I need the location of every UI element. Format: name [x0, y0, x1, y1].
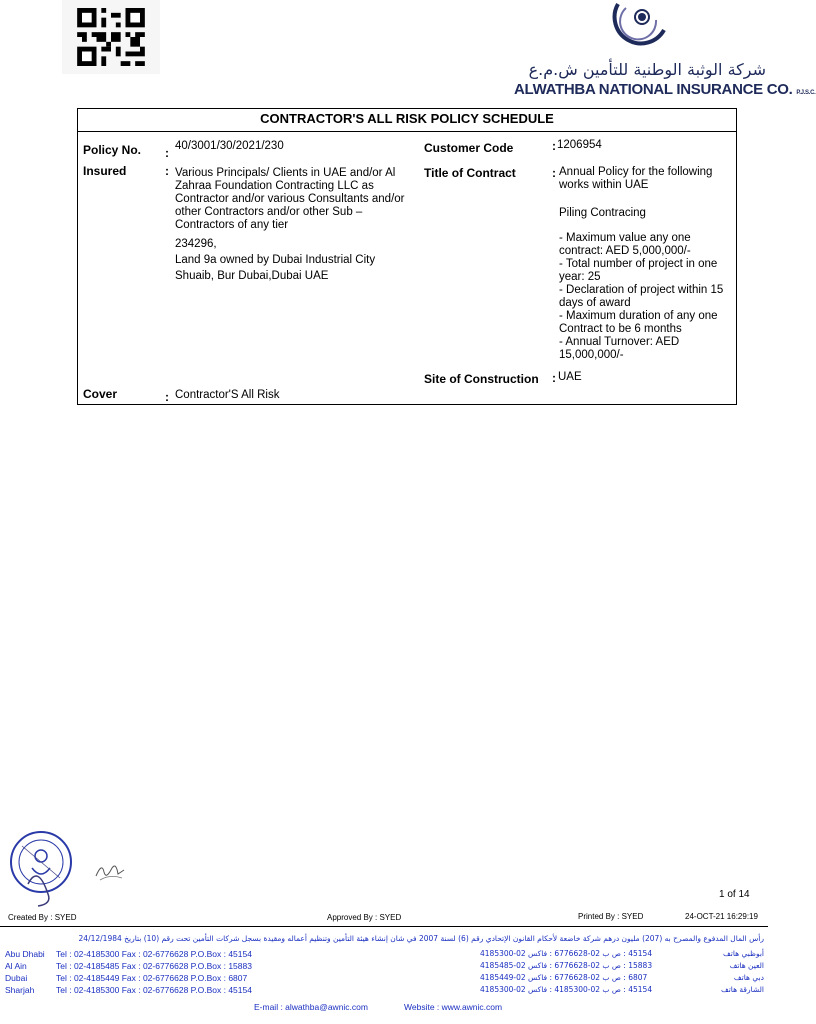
- site-of-construction-label: Site of Construction: [424, 372, 539, 386]
- company-logo-icon: [598, 0, 668, 69]
- company-suffix: P.J.S.C.: [796, 90, 816, 96]
- policy-no-colon: :: [165, 146, 169, 160]
- branch-info: Tel : 02-4185300 Fax : 02-6776628 P.O.Box : 45154: [56, 985, 252, 995]
- piling-text: Piling Contracing: [559, 207, 646, 219]
- site-value: UAE: [558, 371, 582, 383]
- email-link[interactable]: E-mail : alwathba@awnic.com: [254, 1002, 368, 1012]
- branch-row: [5, 972, 385, 984]
- customer-code-value: 1206954: [557, 139, 602, 151]
- contract-detail-line: - Maximum value any one: [559, 232, 691, 244]
- insured-value: [175, 167, 420, 284]
- branch-row-arabic: [480, 960, 764, 972]
- printed-by: Printed By : SYED: [578, 912, 644, 921]
- printed-at: 24-OCT-21 16:29:19: [685, 912, 758, 921]
- contract-detail-line: - Maximum duration of any one: [559, 310, 718, 322]
- title-of-contract-label: Title of Contract: [424, 166, 516, 180]
- footer-divider: [0, 926, 768, 927]
- branch-arabic-numbers: 45154 : ص ب 02-6776628 : فاكس 02-4185300: [480, 949, 653, 958]
- title-of-contract-colon: :: [552, 166, 556, 180]
- contract-detail-line: days of award: [559, 297, 631, 309]
- contract-detail-line: - Total number of project in one: [559, 258, 718, 270]
- legal-text-arabic: رأس المال المدفوع والمصرح به (207) مليون درهم شركة خاضعة لأحكام القانون الإتحادي رقم (6) لسنة 2007 في شان إنشاء هيئة التأمين وتنظيم أعماله ومقيدة بسجل شركات التأمين تحت رقم (10) بتاريخ 24/12/1984: [78, 934, 764, 943]
- policy-no-label: Policy No.: [83, 143, 142, 157]
- branch-row-arabic: [480, 972, 764, 984]
- policy-schedule-box: [77, 108, 737, 405]
- insured-label: Insured: [83, 164, 127, 178]
- address-line: Shuaib, Bur Dubai,Dubai UAE: [175, 270, 329, 282]
- address-line: Land 9a owned by Dubai Industrial City: [175, 254, 376, 266]
- branch-row-arabic: [480, 948, 764, 960]
- customer-code-label: Customer Code: [424, 141, 514, 155]
- insured-line: Zahraa Foundation Contracting LLC as: [175, 180, 374, 192]
- branch-arabic-city: الشارقة هاتف: [720, 985, 764, 994]
- contract-detail-line: year: 25: [559, 271, 601, 283]
- address-line: 234296,: [175, 238, 217, 250]
- branch-city: Al Ain: [5, 961, 27, 971]
- branch-arabic-numbers: 15883 : ص ب 02-6776628 : فاكس 02-4185485: [480, 961, 653, 970]
- site-colon: :: [552, 371, 556, 385]
- created-by: Created By : SYED: [8, 913, 77, 922]
- contract-detail-line: 15,000,000/-: [559, 349, 624, 361]
- branch-city: Abu Dhabi: [5, 949, 45, 959]
- branches-english: [5, 948, 385, 996]
- branches-arabic: [480, 948, 764, 996]
- branch-info: Tel : 02-4185449 Fax : 02-6776628 P.O.Box : 6807: [56, 973, 248, 983]
- company-name-english-text: ALWATHBA NATIONAL INSURANCE CO.: [514, 81, 793, 98]
- contract-detail-line: - Declaration of project within 15: [559, 284, 724, 296]
- title-of-contract-value: [559, 166, 729, 362]
- signature-icon: [92, 858, 128, 891]
- branch-arabic-city: أبوظبي هاتف: [722, 949, 764, 958]
- insured-line: Various Principals/ Clients in UAE and/or Al: [175, 167, 396, 179]
- branch-info: Tel : 02-4185485 Fax : 02-6776628 P.O.Box : 15883: [56, 961, 252, 971]
- branch-arabic-numbers: 6807 : ص ب 02-6776628 : فاكس 02-4185449: [480, 973, 648, 982]
- policy-no-value: 40/3001/30/2021/230: [175, 140, 284, 152]
- cover-colon: :: [165, 390, 169, 404]
- website-link[interactable]: Website : www.awnic.com: [404, 1002, 503, 1012]
- contract-detail-line: contract: AED 5,000,000/-: [559, 245, 691, 257]
- cover-value: Contractor'S All Risk: [175, 389, 280, 401]
- branch-arabic-city: دبي هاتف: [733, 973, 764, 982]
- insured-colon: :: [165, 164, 169, 178]
- company-name-arabic: شركة الوثبة الوطنية للتأمين ش.م.ع: [528, 60, 766, 79]
- branch-city: Dubai: [5, 973, 28, 983]
- qr-code: [62, 0, 160, 74]
- contract-detail-line: - Annual Turnover: AED: [559, 336, 680, 348]
- contract-title-line: Annual Policy for the following: [559, 166, 713, 178]
- contract-title-line: works within UAE: [559, 179, 649, 191]
- branch-info: Tel : 02-4185300 Fax : 02-6776628 P.O.Box : 45154: [56, 949, 252, 959]
- insured-line: Contractors of any tier: [175, 219, 289, 231]
- qr-code-icon: [76, 8, 146, 66]
- branch-row: [5, 960, 385, 972]
- contract-detail-line: Contract to be 6 months: [559, 323, 682, 335]
- branch-arabic-city: العين هاتف: [729, 961, 764, 970]
- branch-row: [5, 948, 385, 960]
- branch-row-arabic: [480, 984, 764, 996]
- customer-code-colon: :: [552, 139, 556, 153]
- schedule-title: CONTRACTOR'S ALL RISK POLICY SCHEDULE: [78, 109, 736, 132]
- branch-city: Sharjah: [5, 985, 35, 995]
- company-name-english: [514, 81, 816, 98]
- page-number: 1 of 14: [719, 889, 750, 900]
- cover-label: Cover: [83, 387, 118, 401]
- branch-arabic-numbers: 45154 : ص ب 02-4185300 : فاكس 02-4185300: [480, 985, 653, 994]
- insured-line: Contractor and/or various Consultants and/or: [175, 193, 405, 205]
- branch-row: [5, 984, 385, 996]
- company-seal-icon: [8, 824, 74, 913]
- insured-line: other Contractors and/or other Sub –: [175, 206, 363, 218]
- approved-by: Approved By : SYED: [327, 913, 402, 922]
